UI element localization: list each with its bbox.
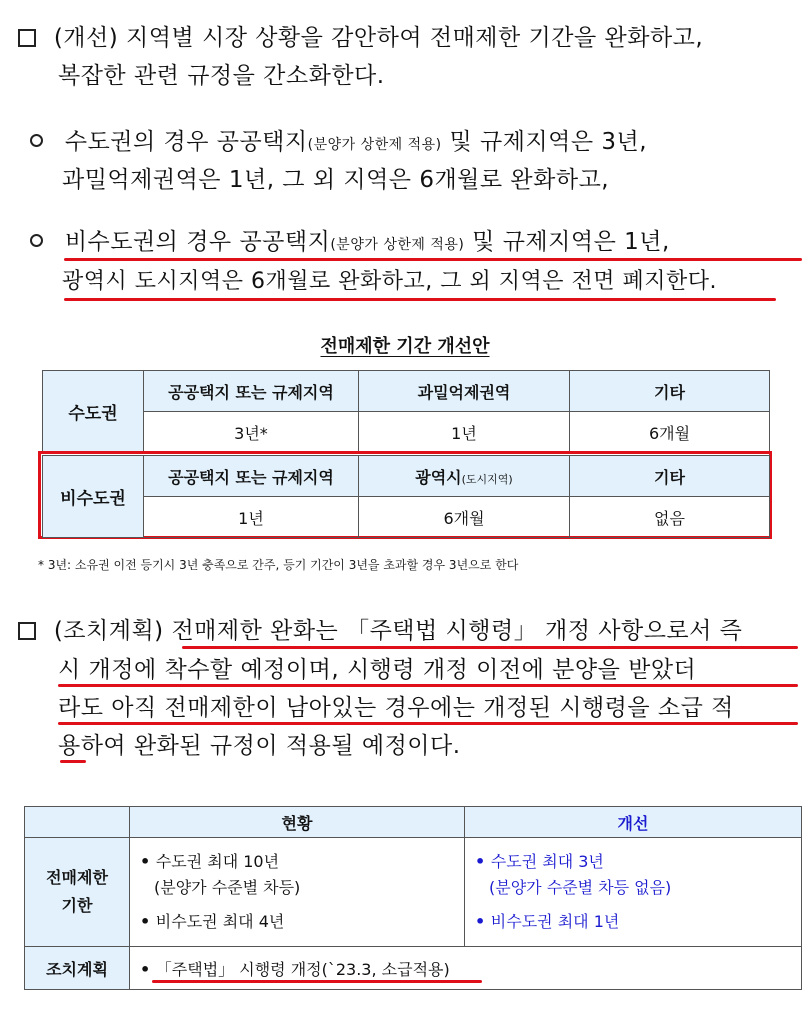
col-header: 공공택지 또는 규제지역 (144, 456, 359, 497)
red-underline (64, 298, 776, 301)
section1-text-1: (개선) 지역별 시장 상황을 감안하여 전매제한 기간을 완화하고, (53, 25, 704, 51)
bullet1-line1 (30, 128, 647, 159)
bullet2-line2: 광역시 도시지역은 6개월로 완화하고, 그 외 지역은 전면 폐지한다. (62, 269, 717, 294)
red-underline (182, 646, 798, 649)
list-item: • 수도권 최대 3년 (475, 852, 604, 871)
row-label-noncapital: 비수도권 (43, 456, 144, 538)
list-item-sub: (분양가 수준별 차등 없음) (489, 878, 672, 897)
plan-text: 「주택법」 시행령 개정(`23.3, 소급적용) (155, 959, 450, 979)
row-label-line: 기한 (61, 896, 93, 915)
col-header: 과밀억제권역 (359, 371, 570, 412)
list-item-sub: (분양가 수준별 차등) (154, 878, 301, 897)
section2-line4: 용하여 완화된 규정이 적용될 예정이다. (58, 733, 461, 759)
current-cell (130, 838, 465, 947)
corner-cell (25, 807, 130, 838)
col-header (359, 456, 570, 497)
bullet1-text-a: 수도권의 경우 공공택지 (64, 129, 308, 155)
col-header-small: (도시지역) (461, 472, 513, 486)
list-item: • 수도권 최대 10년 (140, 852, 280, 871)
restriction-table-noncapital (42, 455, 770, 538)
col-header-current: 현황 (130, 807, 465, 838)
list-item-text: 수도권 최대 10년 (155, 852, 280, 871)
list-item: • 비수도권 최대 1년 (475, 912, 620, 931)
list-item-text: 비수도권 최대 4년 (155, 912, 285, 931)
red-underline (58, 722, 798, 725)
plan-cell: • 「주택법」 시행령 개정(`23.3, 소급적용) (130, 947, 802, 990)
col-header: 공공택지 또는 규제지역 (144, 371, 359, 412)
bullet2-line1 (30, 228, 670, 259)
bullet1-line2: 과밀억제권역은 1년, 그 외 지역은 6개월로 완화하고, (62, 167, 610, 193)
red-underline (58, 684, 798, 687)
checkbox-square-icon (18, 29, 36, 47)
col-header-improved: 개선 (465, 807, 802, 838)
bullet2-text-a: 비수도권의 경우 공공택지 (64, 229, 331, 255)
circle-bullet-icon (30, 234, 43, 247)
table-cell: 6개월 (359, 497, 570, 538)
table1-title-wrap (0, 332, 810, 358)
row-label-capital: 수도권 (43, 371, 144, 453)
col-header: 기타 (570, 456, 770, 497)
table1-footnote: * 3년: 소유권 이전 등기시 3년 충족으로 간주, 등기 기간이 3년을 초과할 경우 3년으로 한다 (38, 558, 519, 572)
section1-line1 (18, 24, 703, 52)
row-label-line: 전매제한 (46, 868, 108, 887)
section2-text-1: (조치계획) 전매제한 완화는 「주택법 시행령」 개정 사항으로서 즉 (53, 618, 743, 644)
list-item-text: 비수도권 최대 1년 (490, 912, 620, 931)
red-underline (60, 760, 86, 763)
table1-title: 전매제한 기간 개선안 (320, 336, 490, 357)
table-cell: 6개월 (570, 412, 770, 453)
row-label-period (25, 838, 130, 947)
circle-bullet-icon (30, 134, 43, 147)
bullet2-text-small: (분양가 상한제 적용) (330, 237, 465, 253)
bullet1-text-small: (분양가 상한제 적용) (307, 137, 442, 153)
bullet2-text-b: 및 규제지역은 1년, (464, 229, 670, 255)
table-cell: 없음 (570, 497, 770, 538)
col-header: 기타 (570, 371, 770, 412)
row-label-plan: 조치계획 (25, 947, 130, 990)
section2-line1 (18, 617, 742, 645)
table-cell: 3년* (144, 412, 359, 453)
table-cell: 1년 (144, 497, 359, 538)
checkbox-square-icon (18, 622, 36, 640)
improved-cell (465, 838, 802, 947)
list-item-text: 수도권 최대 3년 (490, 852, 604, 871)
section1-line2: 복잡한 관련 규정을 간소화한다. (58, 63, 385, 89)
col-header-text: 광역시 (415, 467, 462, 487)
section2-line3: 라도 아직 전매제한이 남아있는 경우에는 개정된 시행령을 소급 적 (58, 695, 734, 721)
table-cell: 1년 (359, 412, 570, 453)
section2-line2: 시 개정에 착수할 예정이며, 시행령 개정 이전에 분양을 받았더 (58, 657, 697, 683)
list-item: • 비수도권 최대 4년 (140, 912, 285, 931)
red-underline (152, 980, 482, 983)
red-underline (64, 258, 802, 261)
restriction-table-capital (42, 370, 770, 453)
comparison-table (24, 806, 802, 990)
bullet1-text-b: 및 규제지역은 3년, (441, 129, 648, 155)
